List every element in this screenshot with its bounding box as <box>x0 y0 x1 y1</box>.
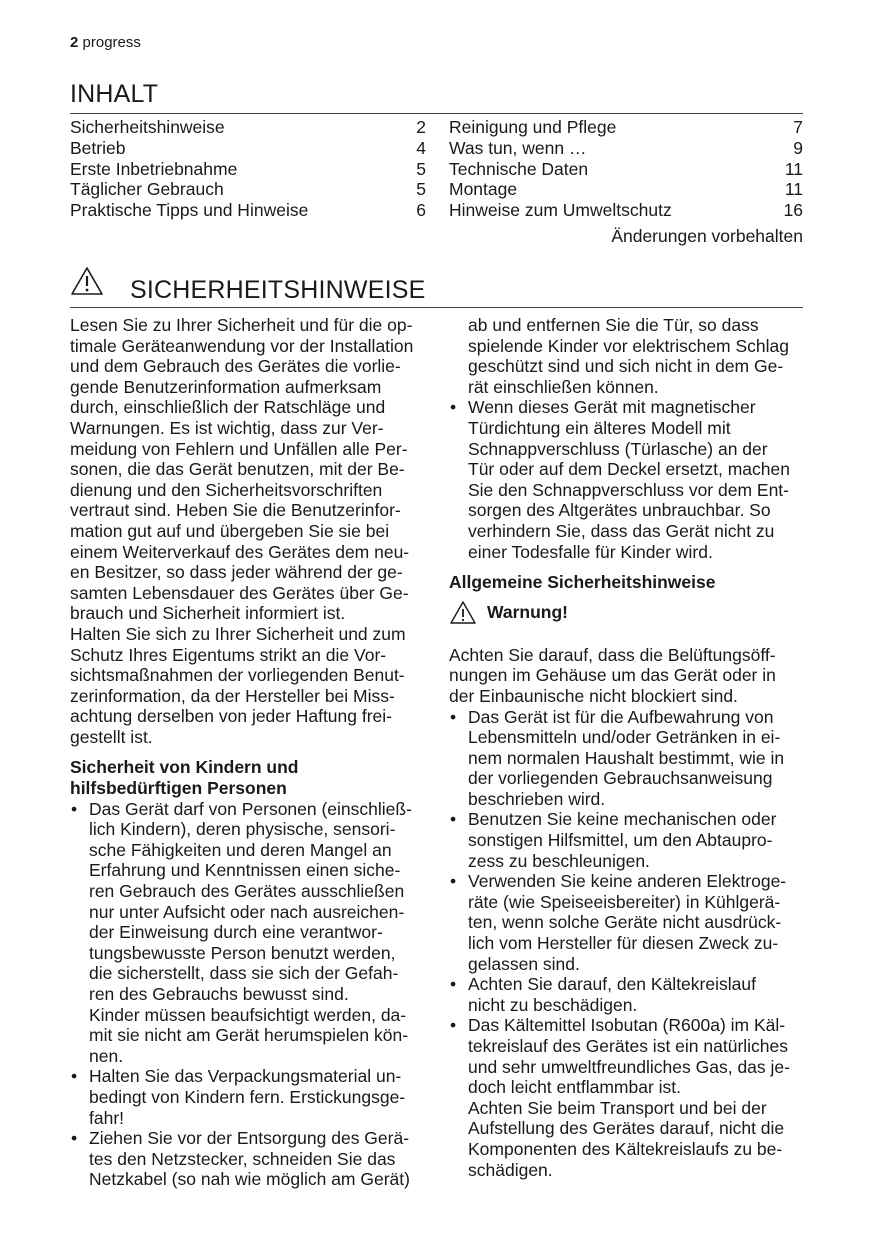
text-line: Lesen Sie zu Ihrer Sicherheit und für die op- <box>70 315 413 335</box>
toc-entry-label: Täglicher Gebrauch <box>70 179 224 200</box>
toc-entry <box>449 159 803 180</box>
text-line: bedingt von Kindern fern. Erstickungsge- <box>89 1086 406 1107</box>
text-line: zerinformation, da der Hersteller bei Miss- <box>70 685 395 706</box>
toc-entry-label: Technische Daten <box>449 158 589 179</box>
toc-entry-page: 5 <box>416 179 426 200</box>
toc-entry-page: 11 <box>784 158 803 179</box>
toc-entry-label: Hinweise zum Umweltschutz <box>449 200 672 221</box>
toc-entry <box>70 179 426 200</box>
text-line: Erfahrung und Kenntnissen einen siche- <box>89 860 401 881</box>
toc-divider <box>70 113 803 114</box>
page-header <box>70 34 141 51</box>
toc-entry-label: Sicherheitshinweise <box>70 117 225 137</box>
text-line: Kinder müssen beaufsichtigt werden, da- <box>89 1004 407 1025</box>
text-line: nicht zu beschädigen. <box>468 994 638 1015</box>
right-column <box>449 315 803 1180</box>
toc-entry-page: 2 <box>416 117 426 137</box>
toc-right-column <box>449 117 803 221</box>
text-line: sonstigen Hilfsmittel, um den Abtaupro- <box>468 830 773 851</box>
continued-bullet-text <box>449 315 803 397</box>
text-line: Netzkabel (so nah wie möglich am Gerät) <box>89 1169 410 1190</box>
text-line: • Ziehen Sie vor der Entsorgung des Gerä- <box>89 1128 410 1149</box>
text-line: beschrieben wird. <box>468 788 606 809</box>
text-line: tungsbewusste Person benutzt werden, <box>89 942 396 963</box>
text-line: ren Gebrauch des Gerätes ausschließen <box>89 881 405 902</box>
text-line: dienung und den Sicherheitsvorschriften <box>70 479 383 500</box>
text-line: Lebensmitteln und/oder Getränken in ei- <box>468 727 781 748</box>
toc-entry-label: Montage <box>449 179 518 200</box>
warning-triangle-icon <box>70 266 104 296</box>
text-line: • Achten Sie darauf, den Kältekreislauf <box>468 974 756 995</box>
text-line: achtung derselben von jeder Haftung frei- <box>70 706 393 727</box>
text-line: zess zu beschleunigen. <box>468 850 650 871</box>
text-line: • Benutzen Sie keine mechanischen oder <box>468 809 777 830</box>
toc-entry <box>70 159 426 180</box>
toc-entry-page: 11 <box>784 179 803 200</box>
children-bullet-list <box>70 799 426 1190</box>
toc-entry <box>449 138 803 159</box>
children-heading: Sicherheit von Kindern und hilfsbedürftigen Personen <box>70 757 299 799</box>
text-line: und sehr umweltfreundliches Gas, das je- <box>468 1056 790 1077</box>
text-line: sichtsmaßnahmen der vorliegenden Benut- <box>70 665 405 686</box>
toc-entry-label: Reinigung und Pflege <box>449 117 617 137</box>
toc-entry <box>449 117 803 138</box>
brand-name: progress <box>82 34 141 51</box>
general-heading: Allgemeine Sicherheitshinweise <box>449 572 716 593</box>
text-line: Türdichtung ein älteres Modell mit <box>468 417 731 438</box>
text-line: Aufstellung des Gerätes darauf, nicht die <box>468 1118 785 1139</box>
toc-entry-label: Betrieb <box>70 137 126 158</box>
text-line: Schnappverschluss (Türlasche) an der <box>468 438 768 459</box>
text-line: mation gut auf und übergeben Sie sie bei <box>70 520 390 541</box>
text-line: der vorliegenden Gebrauchsanweisung <box>468 768 773 789</box>
text-line: Achten Sie beim Transport und bei der <box>468 1097 767 1118</box>
text-line: räte (wie Speiseeisbereiter) in Kühlgerä- <box>468 891 781 912</box>
text-line: verhindern Sie, dass das Gerät nicht zu <box>468 520 775 541</box>
text-line: Sie den Schnappverschluss vor dem Ent- <box>468 479 789 500</box>
text-line: nungen im Gehäuse um das Gerät oder in <box>449 665 776 686</box>
text-line: lich Kindern), deren physische, sensori- <box>89 819 396 840</box>
text-line: der Einweisung durch eine verantwor- <box>89 922 383 943</box>
text-line: sonen, die das Gerät benutzen, mit der Be- <box>70 459 405 480</box>
text-line: die sicherstellt, dass sie sich der Gefah- <box>89 963 399 984</box>
toc-note: Änderungen vorbehalten <box>611 226 803 246</box>
text-line: gelassen sind. <box>468 953 580 974</box>
text-line: tes den Netzstecker, schneiden Sie das <box>89 1148 396 1169</box>
text-line: • Verwenden Sie keine anderen Elektroge- <box>468 871 787 892</box>
text-line: nem normalen Haushalt bestimmt, wie in <box>468 747 785 768</box>
text-line: geschützt sind und sich nicht in dem Ge- <box>468 356 784 377</box>
text-line: samten Lebensdauer des Gerätes über Ge- <box>70 582 409 603</box>
intro-paragraph <box>70 315 426 747</box>
text-line: rät einschließen können. <box>468 376 659 397</box>
toc-entry <box>70 200 426 221</box>
section-divider <box>70 307 803 308</box>
bullet-item <box>449 707 803 810</box>
bullet-item <box>449 974 803 1015</box>
text-line: nen. <box>89 1045 124 1066</box>
bullet-item <box>449 809 803 871</box>
toc-entry-page: 7 <box>793 117 803 137</box>
text-line: gende Benutzerinformation aufmerksam <box>70 376 382 397</box>
text-line: der Einbaunische nicht blockiert sind. <box>449 685 738 706</box>
text-line: gestellt ist. <box>70 726 153 747</box>
text-line: • Halten Sie das Verpackungsmaterial un- <box>89 1066 402 1087</box>
warning-label: Warnung! <box>487 602 568 623</box>
text-line: doch leicht entflammbar ist. <box>468 1077 682 1098</box>
text-line: nur unter Aufsicht oder nach ausreichen- <box>89 901 405 922</box>
text-line: • Das Kältemittel Isobutan (R600a) im Käl- <box>468 1015 786 1036</box>
warning-small-icon <box>449 600 477 625</box>
text-line: • Das Gerät ist für die Aufbewahrung von <box>468 706 774 727</box>
toc-entry-page: 5 <box>416 158 426 179</box>
text-line: einem Weiterverkauf des Gerätes dem neu- <box>70 541 410 562</box>
text-line: und dem Gebrauch des Gerätes die vorlie- <box>70 356 401 377</box>
bullet-item <box>449 871 803 974</box>
text-line: ren des Gebrauchs bewusst sind. <box>89 984 349 1004</box>
bullet-item <box>70 1066 426 1128</box>
toc-entry-label: Was tun, wenn … <box>449 137 587 158</box>
text-line: einer Todesfalle für Kinder wird. <box>468 541 713 562</box>
text-line: Halten Sie sich zu Ihrer Sicherheit und zum <box>70 623 406 644</box>
bullet-item <box>449 397 803 562</box>
text-line: ten, wenn solche Geräte nicht ausdrück- <box>468 912 782 933</box>
text-line: • Wenn dieses Gerät mit magnetischer <box>468 397 756 418</box>
text-line: tekreislauf des Gerätes ist ein natürliches <box>468 1036 789 1056</box>
toc-entry <box>449 200 803 221</box>
text-line: Komponenten des Kältekreislaufs zu be- <box>468 1138 783 1159</box>
general-bullet-list <box>449 707 803 1181</box>
toc-left-column <box>70 117 426 221</box>
text-line: en Besitzer, so dass jeder während der ge- <box>70 562 403 583</box>
text-line: durch, einschließlich der Ratschläge und <box>70 397 386 418</box>
left-column <box>70 315 426 1190</box>
toc-entry <box>70 138 426 159</box>
toc-entry-label: Erste Inbetriebnahme <box>70 158 238 179</box>
text-line: meidung von Fehlern und Unfällen alle Per- <box>70 438 408 459</box>
text-line: timale Geräteanwendung vor der Installation <box>70 335 414 356</box>
text-line: fahr! <box>89 1107 125 1128</box>
toc-entry-page: 4 <box>416 137 426 158</box>
text-line: sche Fähigkeiten und deren Mangel an <box>89 839 392 860</box>
toc-entry-label: Praktische Tipps und Hinweise <box>70 200 309 221</box>
right-bullet-list <box>449 397 803 562</box>
text-line: spielende Kinder vor elektrischem Schlag <box>468 335 789 356</box>
text-line: schädigen. <box>468 1159 553 1180</box>
warning-note <box>449 593 803 633</box>
toc-entry <box>70 117 426 138</box>
text-line: sorgen des Altgerätes unbrauchbar. So <box>468 500 771 521</box>
text-line: Schutz Ihres Eigentums strikt an die Vor- <box>70 644 387 665</box>
text-line: Warnungen. Es ist wichtig, dass zur Ver- <box>70 417 384 438</box>
text-line: lich vom Hersteller für diesen Zweck zu- <box>468 933 779 954</box>
bullet-item <box>70 1128 426 1190</box>
toc-entry-page: 9 <box>793 137 803 158</box>
bullet-item <box>70 799 426 1067</box>
text-line: brauch und Sicherheit informiert ist. <box>70 603 346 624</box>
page-number: 2 <box>70 34 79 51</box>
text-line: Achten Sie darauf, dass die Belüftungsöff- <box>449 644 776 665</box>
section-title: SICHERHEITSHINWEISE <box>130 276 426 304</box>
text-line: • Das Gerät darf von Personen (einschließ- <box>89 798 412 819</box>
text-line: Tür oder auf dem Deckel ersetzt, machen <box>468 459 790 480</box>
text-line: mit sie nicht am Gerät herumspielen kön- <box>89 1025 409 1046</box>
toc-entry <box>449 179 803 200</box>
general-intro-paragraph <box>449 645 803 707</box>
text-line: ab und entfernen Sie die Tür, so dass <box>468 315 759 335</box>
toc-title: INHALT <box>70 80 159 108</box>
bullet-item <box>449 1015 803 1180</box>
text-line: vertraut sind. Heben Sie die Benutzerinfor- <box>70 500 401 521</box>
toc-entry-page: 6 <box>416 200 426 221</box>
toc-entry-page: 16 <box>783 200 803 221</box>
